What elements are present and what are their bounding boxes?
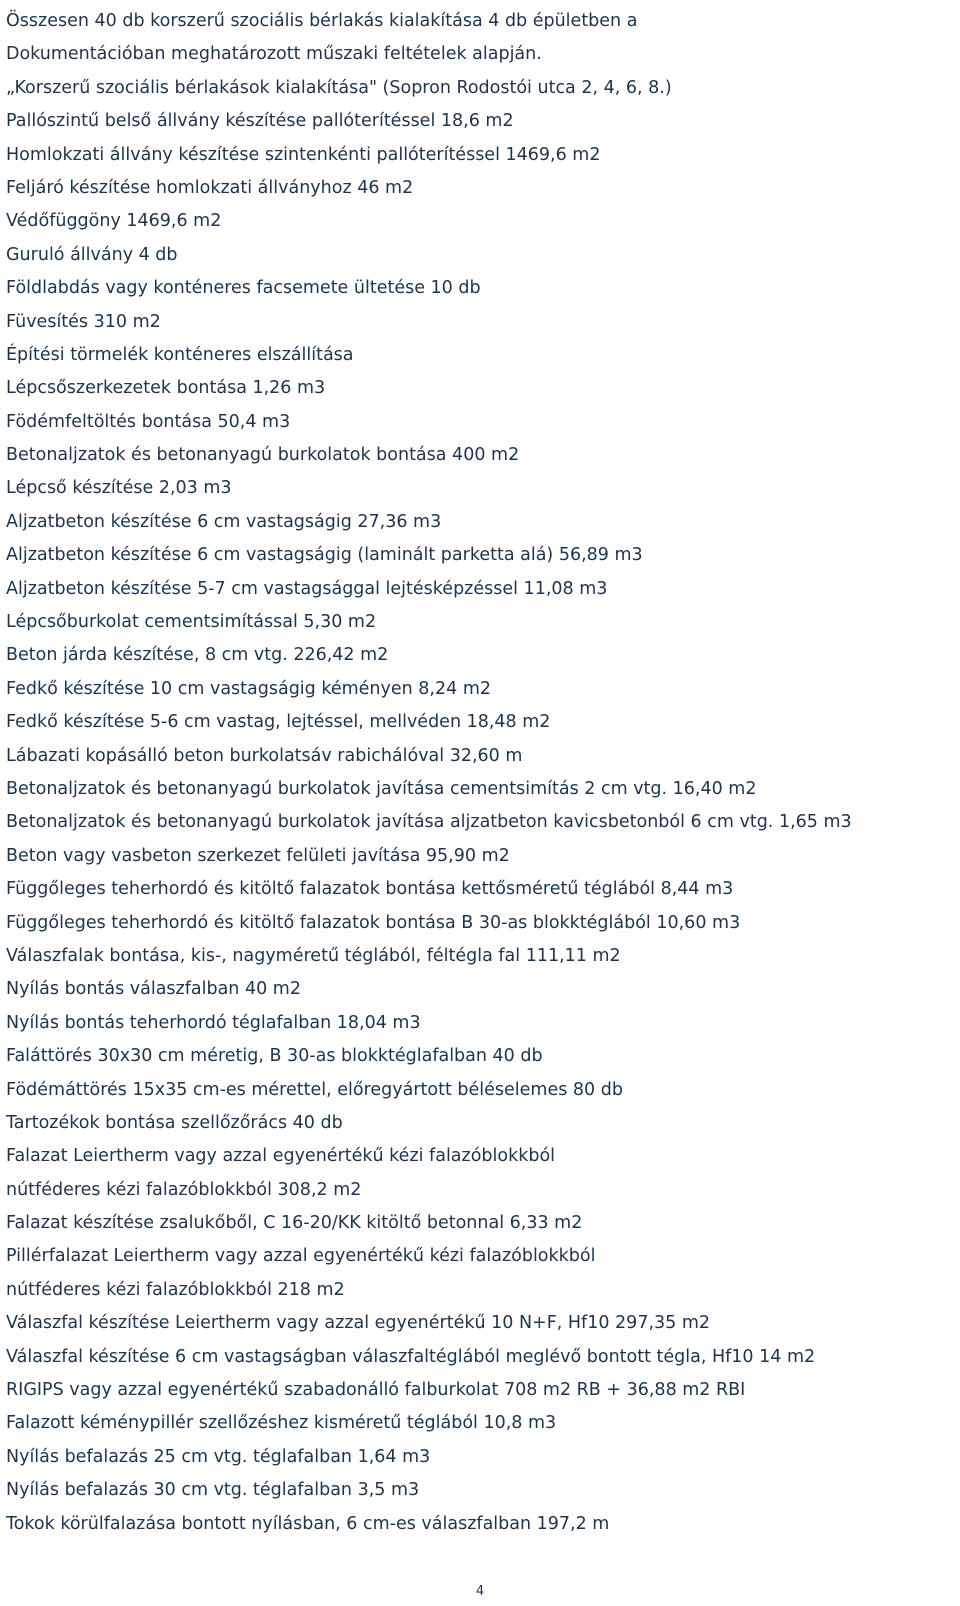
text-line: Falazat készítése zsalukőből, C 16-20/KK kitöltő betonnal 6,33 m2 bbox=[6, 1213, 583, 1234]
text-line: Nyílás befalazás 25 cm vtg. téglafalban 1,64 m3 bbox=[6, 1446, 431, 1467]
text-line: Beton vagy vasbeton szerkezet felületi javítása 95,90 m2 bbox=[6, 845, 510, 866]
text-line: Födémfeltöltés bontása 50,4 m3 bbox=[6, 411, 291, 432]
text-line: Födémáttörés 15x35 cm-es mérettel, előregyártott béléselemes 80 db bbox=[6, 1079, 623, 1100]
document-body bbox=[6, 5, 956, 1541]
text-line: Homlokzati állvány készítése szintenkénti pallóterítéssel 1469,6 m2 bbox=[6, 144, 601, 165]
text-line: Falazott kéménypillér szellőzéshez kisméretű téglából 10,8 m3 bbox=[6, 1413, 557, 1434]
text-line: Nyílás befalazás 30 cm vtg. téglafalban 3,5 m3 bbox=[6, 1480, 420, 1501]
text-line: Válaszfal készítése Leiertherm vagy azzal egyenértékű 10 N+F, Hf10 297,35 m2 bbox=[6, 1313, 711, 1334]
text-line: Összesen 40 db korszerű szociális bérlakás kialakítása 4 db épületben a bbox=[6, 11, 638, 31]
text-line: Védőfüggöny 1469,6 m2 bbox=[6, 211, 222, 232]
text-line: Betonaljzatok és betonanyagú burkolatok javítása cementsimítás 2 cm vtg. 16,40 m2 bbox=[6, 778, 757, 799]
text-line: Földlabdás vagy konténeres facsemete ültetése 10 db bbox=[6, 278, 481, 299]
text-line: Tokok körülfalazása bontott nyílásban, 6 cm-es válaszfalban 197,2 m bbox=[6, 1513, 610, 1534]
text-line: Válaszfal készítése 6 cm vastagságban válaszfaltéglából meglévő bontott tégla, Hf10 14 m2 bbox=[6, 1346, 816, 1367]
text-line: Falazat Leiertherm vagy azzal egyenértékű kézi falazóblokkból bbox=[6, 1146, 556, 1167]
text-line: Lépcsőszerkezetek bontása 1,26 m3 bbox=[6, 378, 326, 399]
text-line: Aljzatbeton készítése 5-7 cm vastagsággal lejtésképzéssel 11,08 m3 bbox=[6, 578, 608, 599]
text-line: Aljzatbeton készítése 6 cm vastagságig (laminált parketta alá) 56,89 m3 bbox=[6, 545, 643, 566]
text-line: Függőleges teherhordó és kitöltő falazatok bontása B 30-as blokktéglából 10,60 m3 bbox=[6, 912, 741, 933]
text-line: Tartozékok bontása szellőzőrács 40 db bbox=[6, 1112, 343, 1133]
text-line: Betonaljzatok és betonanyagú burkolatok javítása aljzatbeton kavicsbetonból 6 cm vtg. 1,65 m3 bbox=[6, 812, 852, 833]
text-line: Pallószintű belső állvány készítése pallóterítéssel 18,6 m2 bbox=[6, 111, 514, 132]
text-line: „Korszerű szociális bérlakások kialakítása" (Sopron Rodostói utca 2, 4, 6, 8.) bbox=[6, 77, 672, 98]
text-line: Fedkő készítése 5-6 cm vastag, lejtéssel, mellvéden 18,48 m2 bbox=[6, 712, 551, 733]
text-line: Válaszfalak bontása, kis-, nagyméretű téglából, féltégla fal 111,11 m2 bbox=[6, 945, 621, 966]
text-line: Füvesítés 310 m2 bbox=[6, 311, 161, 332]
text-line: RIGIPS vagy azzal egyenértékű szabadonálló falburkolat 708 m2 RB + 36,88 m2 RBI bbox=[6, 1380, 746, 1401]
text-line: nútféderes kézi falazóblokkból 218 m2 bbox=[6, 1279, 345, 1300]
text-line: Pillérfalazat Leiertherm vagy azzal egyenértékű kézi falazóblokkból bbox=[6, 1246, 596, 1267]
text-line: Fedkő készítése 10 cm vastagságig kéményen 8,24 m2 bbox=[6, 678, 492, 699]
text-line: Lépcső készítése 2,03 m3 bbox=[6, 478, 232, 499]
text-line: Beton járda készítése, 8 cm vtg. 226,42 m2 bbox=[6, 645, 389, 666]
text-line: Lábazati kopásálló beton burkolatsáv rabichálóval 32,60 m bbox=[6, 745, 523, 766]
text-line: Feljáró készítése homlokzati állványhoz 46 m2 bbox=[6, 177, 414, 198]
text-line: Lépcsőburkolat cementsimítással 5,30 m2 bbox=[6, 612, 377, 633]
text-line: nútféderes kézi falazóblokkból 308,2 m2 bbox=[6, 1179, 362, 1200]
text-line: Betonaljzatok és betonanyagú burkolatok bontása 400 m2 bbox=[6, 445, 520, 466]
text-line: Építési törmelék konténeres elszállítása bbox=[6, 344, 354, 365]
text-line: Dokumentációban meghatározott műszaki feltételek alapján. bbox=[6, 44, 542, 65]
text-line: Guruló állvány 4 db bbox=[6, 244, 178, 265]
text-line: Függőleges teherhordó és kitöltő falazatok bontása kettősméretű téglából 8,44 m3 bbox=[6, 879, 734, 900]
text-line: Nyílás bontás teherhordó téglafalban 18,04 m3 bbox=[6, 1012, 421, 1033]
text-line: Faláttörés 30x30 cm méretig, B 30-as blokktéglafalban 40 db bbox=[6, 1046, 543, 1067]
page-number: 4 bbox=[475, 1584, 485, 1599]
text-line: Nyílás bontás válaszfalban 40 m2 bbox=[6, 979, 301, 1000]
text-line: Aljzatbeton készítése 6 cm vastagságig 27,36 m3 bbox=[6, 511, 442, 532]
